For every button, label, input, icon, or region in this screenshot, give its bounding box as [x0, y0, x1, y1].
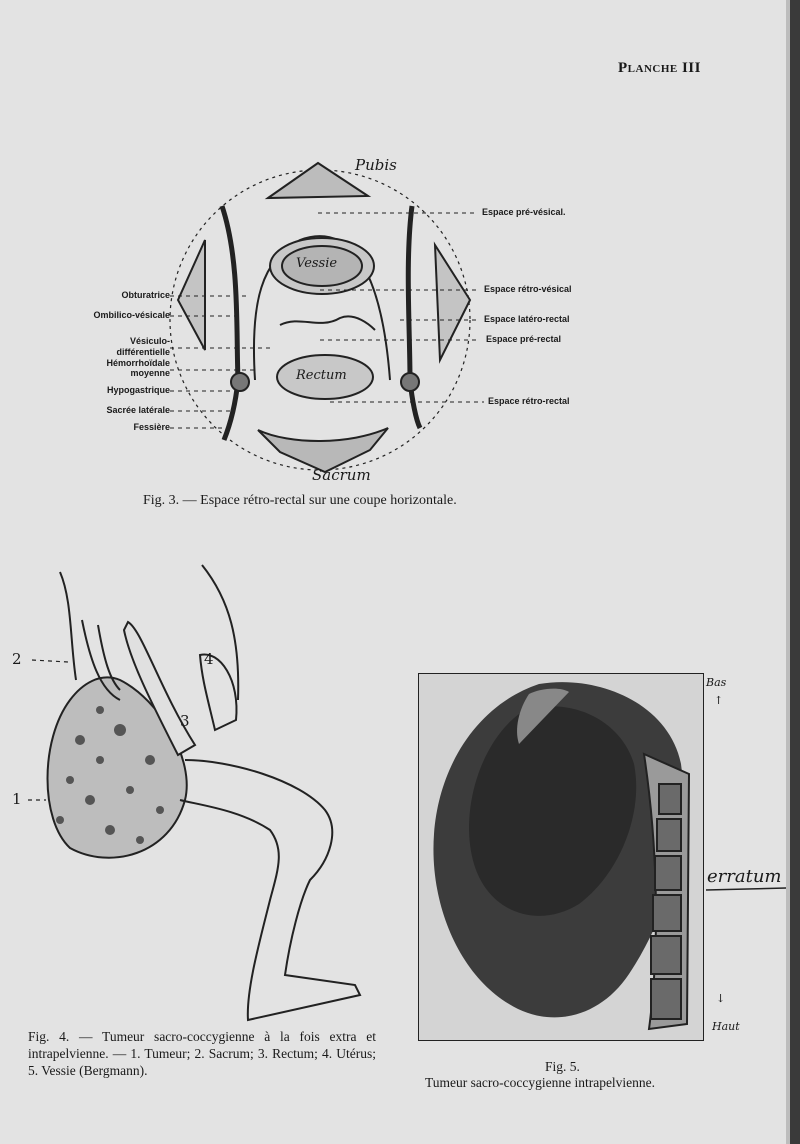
- label-espace-pre-rectal: Espace pré-rectal: [486, 334, 562, 344]
- label-espace-retro-vesical: Espace rétro-vésical: [484, 284, 572, 294]
- label-sacree-laterale: Sacrée latérale: [106, 405, 170, 415]
- label-espace-retro-rectal: Espace rétro-rectal: [488, 396, 570, 406]
- label-rectum: Rectum: [296, 368, 347, 383]
- fig4-number-4: 4: [204, 650, 214, 668]
- fig4-number-2: 2: [12, 650, 22, 668]
- label-fessiere: Fessière: [133, 422, 170, 432]
- annotation-bas: Bas: [706, 676, 727, 689]
- fig4-number-1: 1: [12, 790, 22, 808]
- label-vesiculo: Vésiculo-: [129, 336, 170, 346]
- figure5-photo: [418, 673, 704, 1041]
- figure4-caption: Fig. 4. — Tumeur sacro-coccygienne à la fois extra et intrapelvienne. — 1. Tumeur; 2. Sacrum; 3. Rectum; 4. Utérus; 5. Vessie (Bergmann).: [28, 1029, 376, 1078]
- label-obturatrice: Obturatrice: [121, 290, 170, 300]
- annotation-haut: Haut: [712, 1020, 740, 1033]
- label-pubis: Pubis: [355, 156, 397, 174]
- label-differentielle: différentielle: [116, 347, 170, 357]
- plate-title: Planche III: [618, 60, 701, 76]
- label-vessie: Vessie: [296, 256, 338, 271]
- label-sacrum: Sacrum: [312, 466, 371, 484]
- label-espace-pre-vesical: Espace pré-vésical.: [482, 207, 566, 217]
- arrow-down-icon: ↓: [716, 992, 726, 1005]
- arrow-up-icon: ↑: [714, 694, 724, 707]
- label-ombilico-vesicale: Ombilico-vésicale: [93, 310, 170, 320]
- label-hypogastrique: Hypogastrique: [106, 385, 170, 395]
- figure3-caption: Fig. 3. — Espace rétro-rectal sur une coupe horizontale.: [143, 493, 457, 508]
- figure5-caption-number: Fig. 5.: [545, 1059, 580, 1074]
- label-espace-latero-rectal: Espace latéro-rectal: [484, 314, 570, 324]
- figure5-caption: Tumeur sacro-coccygienne intrapelvienne.: [425, 1075, 656, 1090]
- annotation-erratum: erratum: [707, 866, 782, 887]
- label-moyenne: moyenne: [130, 368, 170, 378]
- fig4-number-3: 3: [180, 712, 190, 730]
- figure4-drawing: [28, 565, 360, 1020]
- figure5-specimen: [419, 674, 703, 1040]
- label-hemorrhoidale: Hémorrhoïdale: [106, 358, 170, 368]
